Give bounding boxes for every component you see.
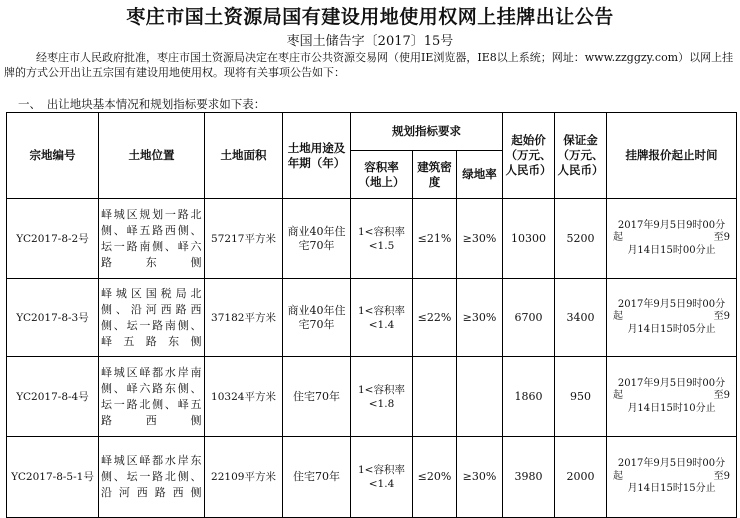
location-cell: 峄城区国税局北侧、沿河西路西侧、坛一路南侧、峄五路东侧 bbox=[99, 279, 205, 357]
time-end: 月14日15时00分止 bbox=[627, 244, 716, 256]
density-cell: ≤22% bbox=[413, 279, 457, 357]
time-zhi: 至9 bbox=[713, 232, 731, 244]
start-price-cell: 6700 bbox=[503, 279, 555, 357]
density-cell bbox=[413, 357, 457, 437]
listing-time-cell bbox=[607, 199, 737, 279]
time-end: 月14日15时15分止 bbox=[627, 483, 716, 495]
listing-time-cell bbox=[607, 357, 737, 437]
density-cell: ≤20% bbox=[413, 437, 457, 518]
header-location: 土地位置 bbox=[99, 113, 205, 199]
deposit-cell: 2000 bbox=[555, 437, 607, 518]
header-green: 绿地率 bbox=[457, 151, 503, 199]
location-cell: 峄城区峄都水岸东侧、坛一路北侧、沿河西路西侧 bbox=[99, 437, 205, 518]
deposit-cell: 950 bbox=[555, 357, 607, 437]
start-price-cell: 1860 bbox=[503, 357, 555, 437]
far-cell: 1<容积率<1.8 bbox=[351, 357, 413, 437]
time-qi: 起 bbox=[613, 470, 624, 482]
section-heading: 一、 出让地块基本情况和规划指标要求如下表： bbox=[18, 97, 266, 111]
header-deposit: 保证金（万元、人民币） bbox=[555, 113, 607, 199]
header-planning: 规划指标要求 bbox=[351, 113, 503, 151]
time-zhi: 至9 bbox=[713, 470, 731, 482]
time-qi: 起 bbox=[613, 232, 624, 244]
header-start-price: 起始价（万元、人民币） bbox=[503, 113, 555, 199]
far-cell: 1<容积率<1.5 bbox=[351, 199, 413, 279]
header-area: 土地面积 bbox=[205, 113, 283, 199]
time-zhi: 至9 bbox=[713, 390, 731, 402]
deposit-cell: 3400 bbox=[555, 279, 607, 357]
time-qi: 起 bbox=[613, 311, 624, 323]
table-row bbox=[7, 199, 737, 279]
time-start: 2017年9月5日9时00分 bbox=[617, 219, 726, 231]
far-cell: 1<容积率<1.4 bbox=[351, 437, 413, 518]
green-cell: ≥30% bbox=[457, 279, 503, 357]
area-cell: 57217平方米 bbox=[205, 199, 283, 279]
header-far: 容积率（地上） bbox=[351, 151, 413, 199]
location-cell: 峄城区峄都水岸南侧、峄六路东侧、坛一路北侧、峄五路西侧 bbox=[99, 357, 205, 437]
header-use-term: 土地用途及年期（年） bbox=[283, 113, 351, 199]
table-row bbox=[7, 437, 737, 518]
area-cell: 22109平方米 bbox=[205, 437, 283, 518]
location-cell: 峄城区规划一路北侧、峄五路西侧、坛一路南侧、峄六路东侧 bbox=[99, 199, 205, 279]
parcel-no-cell: YC2017-8-5-1号 bbox=[7, 437, 99, 518]
parcel-table bbox=[6, 112, 737, 518]
green-cell: ≥30% bbox=[457, 199, 503, 279]
area-cell: 37182平方米 bbox=[205, 279, 283, 357]
time-zhi: 至9 bbox=[713, 311, 731, 323]
time-end: 月14日15时10分止 bbox=[627, 402, 716, 414]
use-term-cell: 住宅70年 bbox=[283, 437, 351, 518]
table-row bbox=[7, 357, 737, 437]
far-cell: 1<容积率<1.4 bbox=[351, 279, 413, 357]
time-qi: 起 bbox=[613, 390, 624, 402]
time-start: 2017年9月5日9时00分 bbox=[617, 458, 726, 470]
use-term-cell: 商业40年住宅70年 bbox=[283, 279, 351, 357]
use-term-cell: 商业40年住宅70年 bbox=[283, 199, 351, 279]
header-parcel-no: 宗地编号 bbox=[7, 113, 99, 199]
time-end: 月14日15时05分止 bbox=[627, 323, 716, 335]
listing-time-cell bbox=[607, 279, 737, 357]
document-number: 枣国土储告字〔2017〕15号 bbox=[286, 34, 454, 49]
header-density: 建筑密度 bbox=[413, 151, 457, 199]
area-cell: 10324平方米 bbox=[205, 357, 283, 437]
parcel-no-cell: YC2017-8-3号 bbox=[7, 279, 99, 357]
green-cell: ≥30% bbox=[457, 437, 503, 518]
start-price-cell: 10300 bbox=[503, 199, 555, 279]
parcel-no-cell: YC2017-8-4号 bbox=[7, 357, 99, 437]
parcel-no-cell: YC2017-8-2号 bbox=[7, 199, 99, 279]
header-listing-time: 挂牌报价起止时间 bbox=[607, 113, 737, 199]
start-price-cell: 3980 bbox=[503, 437, 555, 518]
time-start: 2017年9月5日9时00分 bbox=[617, 377, 726, 389]
intro-paragraph: 经枣庄市人民政府批准，枣庄市国土资源局决定在枣庄市公共资源交易网（使用IE浏览器，IE8以上系统；网址：www.zzggzy.com）以网上挂牌的方式公开出让五宗国有建设用地使用权。现将有关事项公告如下： bbox=[4, 51, 734, 79]
page-title: 枣庄市国土资源局国有建设用地使用权网上挂牌出让公告 bbox=[126, 6, 614, 28]
deposit-cell: 5200 bbox=[555, 199, 607, 279]
green-cell bbox=[457, 357, 503, 437]
time-start: 2017年9月5日9时00分 bbox=[617, 298, 726, 310]
use-term-cell: 住宅70年 bbox=[283, 357, 351, 437]
listing-time-cell bbox=[607, 437, 737, 518]
table-row bbox=[7, 279, 737, 357]
density-cell: ≤21% bbox=[413, 199, 457, 279]
